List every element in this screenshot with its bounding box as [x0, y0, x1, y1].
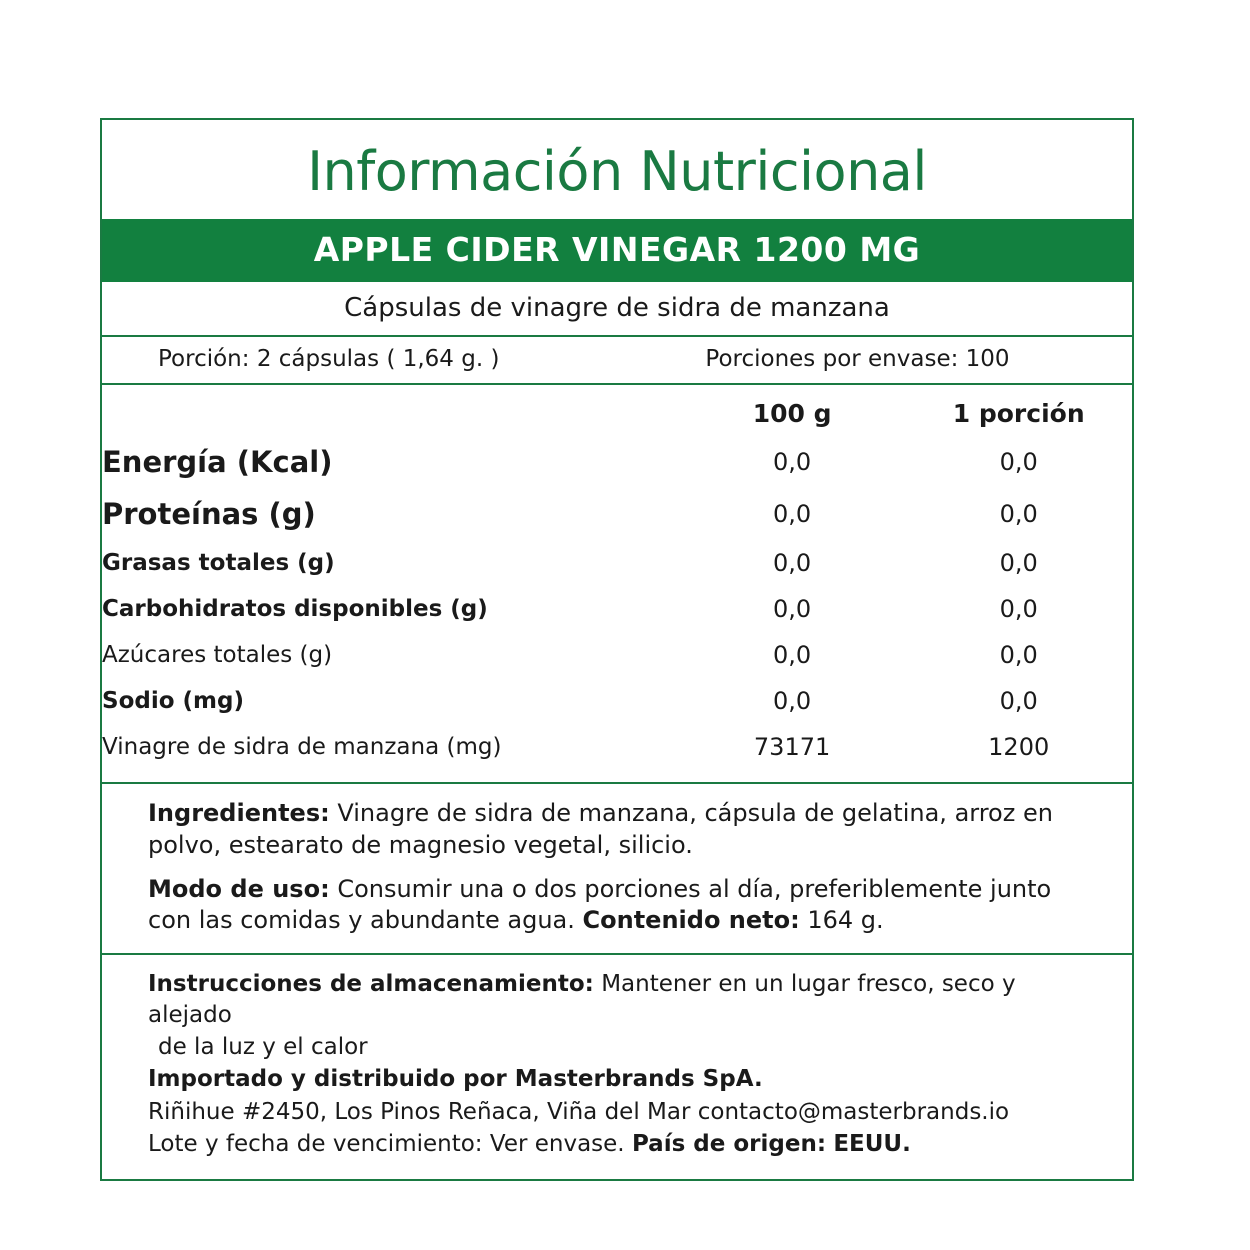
nutrient-name: Azúcares totales (g) [102, 641, 333, 668]
ingredients-label: Ingredientes: [148, 798, 330, 827]
table-row [102, 586, 1132, 632]
table-row [102, 678, 1132, 724]
storage-label: Instrucciones de almacenamiento: [148, 971, 594, 998]
serving-info-row [102, 337, 1132, 385]
net-content-value: 164 g. [807, 906, 884, 935]
nutrition-table-wrapper [102, 385, 1132, 784]
column-header-per-serving: 1 porción [952, 398, 1085, 428]
nutrient-value-100g: 0,0 [773, 548, 812, 577]
table-row [102, 436, 1132, 488]
ingredients-and-usage-block [102, 784, 1132, 956]
nutrient-name: Carbohidratos disponibles (g) [102, 595, 488, 622]
net-content-label: Contenido neto: [582, 906, 800, 935]
storage-paragraph [148, 969, 1086, 1030]
table-row [102, 540, 1132, 586]
usage-paragraph [148, 874, 1086, 938]
storage-and-importer-block [102, 955, 1132, 1179]
nutrient-name: Grasas totales (g) [102, 549, 335, 576]
serving-size: Porción: 2 cápsulas ( 1,64 g. ) [158, 345, 500, 372]
nutrient-value-serving: 0,0 [999, 686, 1038, 715]
origin-label: País de origen: [631, 1131, 827, 1158]
address-line: Riñihue #2450, Los Pinos Reñaca, Viña del Mar contacto@masterbrands.io [148, 1098, 1010, 1125]
nutrient-name: Sodio (mg) [102, 687, 244, 714]
nutrient-value-serving: 0,0 [999, 594, 1038, 623]
servings-per-container: Porciones por envase: 100 [705, 345, 1010, 372]
storage-text-continued: de la luz y el calor [158, 1034, 368, 1061]
nutrient-name: Vinagre de sidra de manzana (mg) [102, 733, 502, 760]
importer-line: Importado y distribuido por Masterbrands SpA. [148, 1066, 763, 1093]
column-header-per-100g: 100 g [752, 398, 832, 428]
lot-and-origin-line [148, 1129, 1086, 1159]
nutrient-value-100g: 0,0 [773, 640, 812, 669]
column-header-nutrient [102, 385, 679, 436]
table-row [102, 488, 1132, 540]
nutrient-value-serving: 0,0 [999, 640, 1038, 669]
product-subtitle: Cápsulas de vinagre de sidra de manzana [102, 282, 1132, 337]
product-name-bar: APPLE CIDER VINEGAR 1200 MG [102, 219, 1132, 282]
nutrient-value-serving: 1200 [988, 732, 1050, 761]
nutrition-table [102, 385, 1132, 770]
page-title: Información Nutricional [307, 140, 927, 203]
nutrient-name: Proteínas (g) [102, 496, 316, 531]
nutrient-name: Energía (Kcal) [102, 444, 333, 479]
nutrient-value-100g: 0,0 [773, 499, 812, 528]
table-row [102, 724, 1132, 770]
nutrient-value-serving: 0,0 [999, 447, 1038, 476]
nutrient-value-100g: 0,0 [773, 686, 812, 715]
nutrient-value-serving: 0,0 [999, 499, 1038, 528]
nutrition-facts-panel [100, 118, 1134, 1181]
ingredients-text: Vinagre de sidra de manzana, cápsula de gelatina, arroz en polvo, estearato de magnesio vegetal, silicio. [148, 798, 1053, 859]
origin-value: EEUU. [833, 1131, 911, 1158]
storage-text: Mantener en un lugar fresco, seco y alejado [148, 971, 1016, 1028]
table-row [102, 632, 1132, 678]
usage-text: Consumir una o dos porciones al día, preferiblemente junto con las comidas y abundante agua. [148, 874, 1052, 935]
lot-text: Lote y fecha de vencimiento: Ver envase. [148, 1131, 625, 1158]
table-header-row [102, 385, 1132, 436]
nutrient-value-100g: 73171 [753, 732, 831, 761]
nutrient-value-100g: 0,0 [773, 594, 812, 623]
ingredients-paragraph [148, 798, 1086, 862]
nutrient-value-100g: 0,0 [773, 447, 812, 476]
usage-label: Modo de uso: [148, 874, 330, 903]
nutrient-value-serving: 0,0 [999, 548, 1038, 577]
